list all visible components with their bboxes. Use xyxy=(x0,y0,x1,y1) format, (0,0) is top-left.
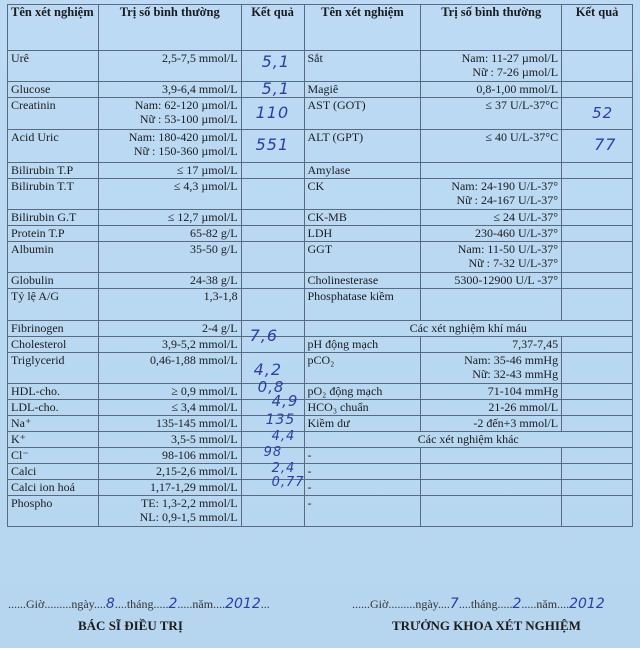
test-name: GGT xyxy=(304,242,421,273)
test-ref xyxy=(98,384,241,400)
test-result xyxy=(562,130,633,163)
test-ref xyxy=(98,353,241,384)
test-name: Protein T.P xyxy=(8,226,99,242)
test-name: ALT (GPT) xyxy=(304,130,421,163)
ref-line: Nam: 180-420 µmol/L xyxy=(128,130,238,144)
blank-test-name: - xyxy=(304,464,421,480)
test-result xyxy=(562,384,633,400)
test-name: Amylase xyxy=(304,163,421,179)
ref-line: Nam: 62-120 µmol/L xyxy=(134,98,238,112)
ref-value: 2,15-2,6 mmol/L xyxy=(155,464,238,478)
test-name: HDL-cho. xyxy=(8,384,99,400)
test-result xyxy=(562,179,633,210)
test-name: Magiê xyxy=(304,82,421,98)
ref-line: Nữ : 7-26 µmol/L xyxy=(472,65,559,79)
test-result xyxy=(241,289,304,321)
ref-value: 65-82 g/L xyxy=(189,226,238,240)
ref-value: 3,9-5,2 mmol/L xyxy=(161,337,238,351)
test-name: Phosphatase kiềm xyxy=(304,289,421,321)
ref-value: 2,5-7,5 mmol/L xyxy=(161,51,238,65)
ref-value: 0,46-1,88 mmol/L xyxy=(149,353,238,367)
handwritten-result: 0,8 xyxy=(257,378,285,396)
test-ref xyxy=(98,480,241,496)
test-result xyxy=(241,98,304,130)
ref-value: ≥ 0,9 mmol/L xyxy=(171,384,238,398)
handwritten-result: 551 xyxy=(255,135,290,154)
test-ref xyxy=(98,337,241,353)
ref-line: Nam: 11-27 µmol/L xyxy=(461,51,559,65)
ref-value: ≤ 24 U/L-37° xyxy=(493,210,559,224)
ref-value: 7,37-7,45 xyxy=(512,337,559,351)
test-name: CK xyxy=(304,179,421,210)
test-result xyxy=(562,82,633,98)
blank-test-name: - xyxy=(304,448,421,464)
test-name: Creatinin xyxy=(8,98,99,130)
test-name: Cholinesterase xyxy=(304,273,421,289)
right-date-line: ......Giờ.........ngày....7....tháng.....2.....năm....2012 xyxy=(352,596,605,612)
header-ref-left: Trị số bình thường xyxy=(98,5,241,51)
test-name: Cl⁻ xyxy=(8,448,99,464)
handwritten-result: 7,6 xyxy=(249,326,279,345)
table-row xyxy=(8,98,633,130)
ref-value: 24-38 g/L xyxy=(189,273,238,287)
test-ref xyxy=(421,210,562,226)
ref-value: 0,8-1,00 mmol/L xyxy=(476,82,559,96)
test-ref xyxy=(98,400,241,416)
table-row xyxy=(8,242,633,273)
blank-test-name: - xyxy=(304,480,421,496)
header-result-left: Kết quả xyxy=(241,5,304,51)
test-name: Bilirubin G.T xyxy=(8,210,99,226)
left-date-line: ......Giờ.........ngày....8....tháng.....2.....năm....2012... xyxy=(8,596,270,612)
handwritten-result: 5,1 xyxy=(261,52,291,71)
test-result xyxy=(562,98,633,130)
test-ref xyxy=(98,242,241,273)
test-ref xyxy=(98,321,241,337)
lab-results-table xyxy=(7,4,633,527)
header-ref-right: Trị số bình thường xyxy=(421,5,562,51)
test-name: HCO₃ chuẩn xyxy=(304,400,421,416)
test-name: Cholesterol xyxy=(8,337,99,353)
table-row xyxy=(8,179,633,210)
table-row xyxy=(8,321,633,337)
table-row xyxy=(8,210,633,226)
test-name: Albumin xyxy=(8,242,99,273)
ref-line: Nam: 11-50 U/L-37° xyxy=(457,242,559,256)
ref-line: Nam: 35-46 mmHg xyxy=(464,353,559,367)
ref-line: Nữ : 150-360 µmol/L xyxy=(133,144,238,158)
test-result xyxy=(562,416,633,432)
test-ref xyxy=(98,496,241,527)
test-result xyxy=(562,210,633,226)
test-result xyxy=(562,51,633,82)
blank-test-result xyxy=(562,464,633,480)
blank-test-ref xyxy=(421,496,562,527)
test-result xyxy=(241,242,304,273)
ref-value: 35-50 g/L xyxy=(189,242,238,256)
test-result xyxy=(241,475,305,496)
header-name-right: Tên xét nghiệm xyxy=(304,5,421,51)
left-signature-title: BÁC SĨ ĐIỀU TRỊ xyxy=(78,618,183,633)
test-ref xyxy=(421,179,562,210)
test-ref xyxy=(421,289,562,321)
handwritten-result: 4,4 xyxy=(271,429,296,444)
other-section-title: Các xét nghiệm khác xyxy=(304,432,633,448)
ref-value: ≤ 40 U/L-37°C xyxy=(485,130,559,144)
table-row xyxy=(8,273,633,289)
test-name: LDH xyxy=(304,226,421,242)
ref-value: ≤ 12,7 µmol/L xyxy=(167,210,238,224)
test-name: LDL-cho. xyxy=(8,400,99,416)
table-row xyxy=(8,163,633,179)
handwritten-result: 0,77 xyxy=(271,475,305,490)
test-result xyxy=(562,289,633,321)
test-result xyxy=(562,337,633,353)
test-ref xyxy=(421,51,562,82)
table-row xyxy=(8,384,633,400)
test-ref xyxy=(421,416,562,432)
test-ref xyxy=(98,226,241,242)
test-result xyxy=(562,273,633,289)
ref-value: 135-145 mmol/L xyxy=(155,416,238,430)
test-name: pCO₂ xyxy=(304,353,421,384)
test-ref xyxy=(421,400,562,416)
ref-value: 5300-12900 U/L -37° xyxy=(454,273,559,287)
table-row xyxy=(8,496,633,527)
ref-value: 1,3-1,8 xyxy=(203,289,238,303)
ref-value: ≤ 3,4 mmol/L xyxy=(171,400,238,414)
footer xyxy=(0,590,640,648)
test-name: Calci ion hoá xyxy=(8,480,99,496)
blank-test-result xyxy=(562,496,633,527)
test-name: Fibrinogen xyxy=(8,321,99,337)
test-name: Urê xyxy=(8,51,99,82)
test-result xyxy=(241,79,304,98)
test-name: Tỷ lệ A/G xyxy=(8,289,99,321)
table-row xyxy=(8,353,633,384)
handwritten-result: 4,2 xyxy=(253,360,283,379)
table-row xyxy=(8,82,633,98)
blank-test-ref xyxy=(421,464,562,480)
test-name: Na⁺ xyxy=(8,416,99,432)
test-result xyxy=(241,273,304,289)
test-ref xyxy=(98,432,241,448)
test-result xyxy=(562,242,633,273)
test-name: CK-MB xyxy=(304,210,421,226)
test-ref xyxy=(98,82,241,98)
test-result xyxy=(241,163,304,179)
test-ref xyxy=(98,130,241,163)
test-result xyxy=(562,163,633,179)
ref-value: 21-26 mmol/L xyxy=(488,400,559,414)
test-result xyxy=(562,353,633,384)
test-ref xyxy=(421,384,562,400)
test-result xyxy=(241,326,304,353)
header-result-right: Kết quả xyxy=(562,5,633,51)
test-ref xyxy=(421,242,562,273)
handwritten-result: 52 xyxy=(592,104,614,122)
test-name: Sắt xyxy=(304,51,421,82)
test-name: Triglycerid xyxy=(8,353,99,384)
table-row xyxy=(8,337,633,353)
test-ref xyxy=(98,273,241,289)
test-name: Bilirubin T.P xyxy=(8,163,99,179)
test-name: AST (GOT) xyxy=(304,98,421,130)
test-result xyxy=(241,496,304,527)
blank-test-ref xyxy=(421,448,562,464)
table-row xyxy=(8,464,633,480)
test-name: Globulin xyxy=(8,273,99,289)
ref-value: 230-460 U/L-37° xyxy=(474,226,559,240)
handwritten-result: 135 xyxy=(265,412,296,428)
ref-line: NL: 0,9-1,5 mmol/L xyxy=(139,510,238,524)
right-signature-title: TRƯỞNG KHOA XÉT NGHIỆM xyxy=(392,618,581,633)
table-row xyxy=(8,226,633,242)
test-result xyxy=(241,210,304,226)
test-name: K⁺ xyxy=(8,432,99,448)
handwritten-result: 5,1 xyxy=(261,79,291,98)
table-row xyxy=(8,432,633,448)
test-ref xyxy=(421,226,562,242)
ref-value: 3,9-6,4 mmol/L xyxy=(161,82,238,96)
test-ref xyxy=(98,179,241,210)
table-row xyxy=(8,400,633,416)
handwritten-result: 77 xyxy=(594,135,617,154)
test-name: Calci xyxy=(8,464,99,480)
table-row xyxy=(8,416,633,432)
test-ref xyxy=(98,464,241,480)
test-result xyxy=(241,226,304,242)
table-row xyxy=(8,289,633,321)
test-ref xyxy=(421,353,562,384)
test-result xyxy=(562,226,633,242)
ref-line: TE: 1,3-2,2 mmol/L xyxy=(140,496,238,510)
test-name: Phospho xyxy=(8,496,99,527)
test-ref xyxy=(421,82,562,98)
test-ref xyxy=(98,289,241,321)
blank-test-result xyxy=(562,448,633,464)
test-ref xyxy=(421,273,562,289)
ref-line: Nam: 24-190 U/L-37° xyxy=(451,179,559,193)
handwritten-result: 4,9 xyxy=(271,392,299,410)
blank-test-name: - xyxy=(304,496,421,527)
ref-value: -2 đến+3 mmol/L xyxy=(473,416,559,430)
test-name: Glucose xyxy=(8,82,99,98)
blood-gas-section-title: Các xét nghiệm khí máu xyxy=(304,321,633,337)
ref-line: Nữ : 24-167 U/L-37° xyxy=(456,193,559,207)
test-ref xyxy=(98,163,241,179)
test-ref xyxy=(421,337,562,353)
test-ref xyxy=(98,98,241,130)
table-row xyxy=(8,448,633,464)
header-row xyxy=(8,5,633,51)
ref-value: ≤ 17 µmol/L xyxy=(176,163,238,177)
table-row xyxy=(8,51,633,82)
ref-value: 3,5-5 mmol/L xyxy=(170,432,238,446)
test-ref xyxy=(98,416,241,432)
handwritten-result: 2,4 xyxy=(271,461,296,476)
handwritten-result: 110 xyxy=(255,103,290,122)
table-row xyxy=(8,130,633,163)
table-row xyxy=(8,480,633,496)
test-result xyxy=(241,51,304,82)
test-ref xyxy=(98,51,241,82)
ref-value: 98-106 mmol/L xyxy=(161,448,238,462)
header-name-left: Tên xét nghiệm xyxy=(8,5,99,51)
ref-value: ≤ 37 U/L-37°C xyxy=(485,98,559,112)
test-name: pO₂ động mạch xyxy=(304,384,421,400)
test-ref xyxy=(421,163,562,179)
handwritten-result: 98 xyxy=(263,445,283,460)
test-name: Acid Uric xyxy=(8,130,99,163)
test-ref xyxy=(421,98,562,130)
test-name: pH động mạch xyxy=(304,337,421,353)
ref-value: ≤ 4,3 µmol/L xyxy=(173,179,238,193)
ref-line: Nữ: 32-43 mmHg xyxy=(472,367,559,381)
test-name: Kiềm dư xyxy=(304,416,421,432)
blank-test-result xyxy=(562,480,633,496)
ref-value: 71-104 mmHg xyxy=(487,384,559,398)
ref-line: Nữ : 7-32 U/L-37° xyxy=(468,256,559,270)
test-ref xyxy=(421,130,562,163)
ref-value: 2-4 g/L xyxy=(201,321,238,335)
test-name: Bilirubin T.T xyxy=(8,179,99,210)
test-ref xyxy=(98,210,241,226)
test-result xyxy=(562,400,633,416)
test-ref xyxy=(98,448,241,464)
blank-test-ref xyxy=(421,480,562,496)
ref-line: Nữ : 53-100 µmol/L xyxy=(139,112,238,126)
ref-value: 1,17-1,29 mmol/L xyxy=(149,480,238,494)
test-result xyxy=(241,179,304,210)
test-result xyxy=(241,130,304,163)
